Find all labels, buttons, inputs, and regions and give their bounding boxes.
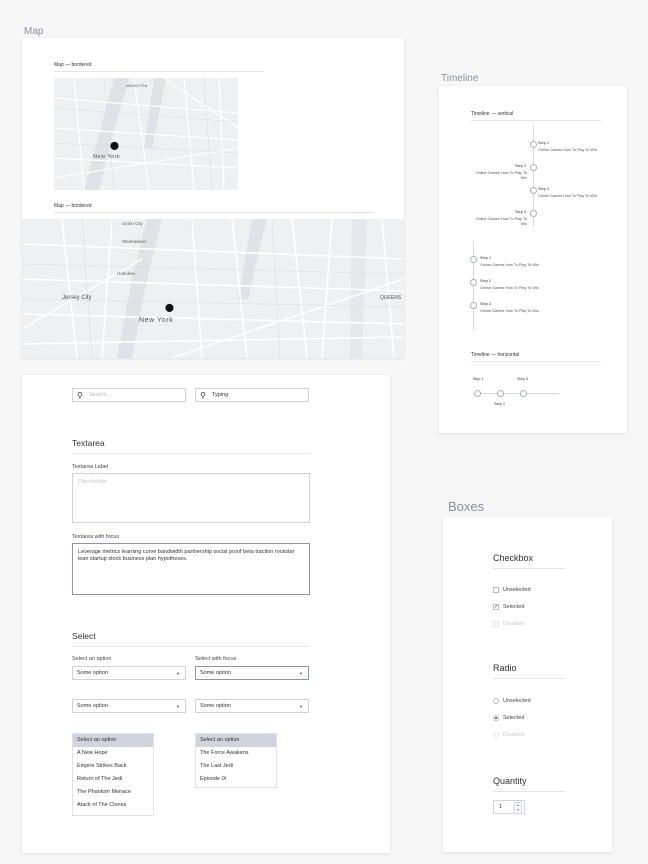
- radio-label: Selected: [503, 715, 525, 721]
- timeline-dot: [470, 279, 477, 286]
- select-value: Some option: [77, 703, 108, 709]
- stepper-arrows-icon[interactable]: ▲ ▼: [514, 802, 522, 814]
- textarea-field[interactable]: [72, 473, 310, 523]
- timeline-step: Step 3: [480, 302, 491, 306]
- map-divider-1: [54, 71, 264, 72]
- select-options-list: [72, 733, 154, 816]
- select-value: Some option: [77, 670, 108, 676]
- timeline-vertical-title: Timeline — vertical: [471, 111, 514, 117]
- select-title: Select: [72, 631, 96, 641]
- select-value: Some option: [200, 703, 231, 709]
- select-divider: [72, 646, 310, 647]
- select-dropdown[interactable]: [195, 699, 309, 713]
- timeline-dot: [530, 164, 537, 171]
- timeline-h-step: Step 3: [517, 377, 528, 381]
- select-label: Select an option: [72, 656, 112, 662]
- select-option[interactable]: Episode IX: [200, 776, 227, 782]
- map-place-union-city: Union City: [122, 221, 143, 226]
- boxes-section-title: Boxes: [448, 499, 485, 514]
- search-input-typing[interactable]: [195, 388, 309, 402]
- map-pin-icon[interactable]: ⬤: [165, 303, 174, 312]
- timeline-dot: [470, 256, 477, 263]
- timeline-step-text: Online Games How To Play To Win: [480, 263, 539, 267]
- timeline-step-text: Online Games How To Play To Win: [480, 309, 539, 313]
- checkbox-disabled: [493, 621, 499, 627]
- map-place-weehawken: Weehawken: [122, 239, 147, 244]
- radio-title: Radio: [493, 663, 517, 673]
- radio-disabled: [493, 732, 499, 738]
- timeline-horizontal-title: Timeline — horizontal: [471, 352, 520, 358]
- select-option[interactable]: A New Hope: [77, 750, 108, 756]
- search-icon: ⚲: [200, 391, 206, 400]
- map-city-label-large: New York: [139, 317, 174, 324]
- timeline-step: Step 2: [515, 164, 526, 168]
- timeline-section-title: Timeline: [441, 73, 479, 84]
- timeline-left-line: [473, 241, 474, 331]
- form-card: [22, 375, 390, 853]
- timeline-step: Step 1: [480, 256, 491, 260]
- radio-label: Unselected: [503, 698, 531, 704]
- checkbox-selected[interactable]: ✓: [494, 604, 499, 610]
- checkbox-label: Disabled: [503, 621, 525, 627]
- timeline-dot: [530, 187, 537, 194]
- textarea-placeholder: Placeholder: [78, 479, 108, 485]
- select-option[interactable]: Empire Strikes Back: [77, 763, 127, 769]
- timeline-dot: [530, 141, 537, 148]
- textarea-focus-label: Textarea with focus: [72, 534, 120, 540]
- checkbox-unselected[interactable]: [493, 587, 499, 593]
- radio-unselected[interactable]: [493, 698, 499, 704]
- timeline-step: Step 3: [538, 187, 549, 191]
- search-input[interactable]: [72, 388, 186, 402]
- select-dropdown[interactable]: [72, 699, 186, 713]
- radio-label: Disabled: [503, 732, 525, 738]
- map-pin-icon[interactable]: ⬤: [110, 141, 119, 150]
- select-focus-dropdown[interactable]: [195, 666, 309, 680]
- timeline-step-text: Online Games How To Play To Win: [475, 171, 527, 180]
- checkbox-title: Checkbox: [493, 553, 534, 563]
- timeline-h-step: Step 1: [472, 377, 484, 381]
- textarea-label: Textarea Label: [72, 464, 109, 470]
- search-placeholder: Search...: [89, 392, 112, 398]
- timeline-step: Step 2: [480, 279, 491, 283]
- select-dropdown[interactable]: [72, 666, 186, 680]
- chevron-down-icon: ▼: [299, 704, 303, 709]
- checkbox-divider: [493, 568, 565, 569]
- map-card: [22, 38, 404, 358]
- timeline-dot: [497, 390, 504, 397]
- quantity-divider: [493, 791, 565, 792]
- select-option[interactable]: Atack of The Clones: [77, 802, 127, 808]
- timeline-dot: [530, 210, 537, 217]
- chevron-down-icon: ▼: [176, 671, 180, 676]
- map-section-title: Map: [24, 26, 44, 37]
- timeline-h-step: Step 2: [494, 402, 505, 406]
- timeline-dot: [474, 390, 481, 397]
- timeline-card: [439, 86, 627, 433]
- search-value: Typing: [212, 392, 229, 398]
- search-icon: ⚲: [77, 391, 83, 400]
- timeline-divider-2: [471, 361, 601, 362]
- checkbox-label: Unselected: [503, 587, 531, 593]
- timeline-step-text: Online Games How To Play To Win: [480, 286, 539, 290]
- quantity-value: 1: [499, 804, 503, 810]
- map-label-1: Map — bordered: [54, 62, 92, 68]
- timeline-step: Step 4: [515, 210, 526, 214]
- map-label-2: Map — bordered: [54, 203, 92, 209]
- small-map[interactable]: [54, 78, 238, 190]
- map-place-queens: QUEENS: [380, 295, 402, 301]
- chevron-down-icon: ▼: [176, 704, 180, 709]
- quantity-stepper[interactable]: [493, 800, 525, 814]
- timeline-dot: [470, 302, 477, 309]
- timeline-divider-1: [471, 120, 601, 121]
- timeline-step-text: Online Games How To Play To Win: [475, 217, 527, 226]
- select-option[interactable]: The Phantom Menace: [77, 789, 132, 795]
- select-option[interactable]: The Force Awakens: [200, 750, 249, 756]
- map-city-label: New York: [93, 154, 121, 160]
- map-place-label: MANHATTAN: [126, 84, 148, 88]
- quantity-title: Quantity: [493, 776, 527, 786]
- select-options-list-2: [195, 733, 277, 788]
- timeline-step-text: Online Games How To Play To Win: [538, 148, 597, 152]
- timeline-step-text: Online Games How To Play To Win: [538, 194, 597, 198]
- map-place-hoboken: Hoboken: [117, 271, 136, 276]
- textarea-focus-field[interactable]: Leverage metrics learning curve bandwidth partnership social proof beta traction rockstar lean startup stock business plan hypotheses.: [72, 543, 310, 595]
- select-option[interactable]: Return of The Jedi: [77, 776, 123, 782]
- select-option[interactable]: Select an option: [196, 734, 276, 747]
- radio-divider: [493, 678, 565, 679]
- timeline-horizontal-line: [477, 393, 559, 394]
- timeline-dot: [520, 390, 527, 397]
- boxes-card: [443, 517, 612, 852]
- textarea-title: Textarea: [72, 438, 105, 448]
- timeline-step: Step 1: [538, 141, 549, 145]
- select-option[interactable]: The Last Jedi: [200, 763, 234, 769]
- large-map[interactable]: [22, 219, 404, 358]
- radio-selected[interactable]: [493, 715, 499, 721]
- select-focus-label: Select with focus: [195, 656, 237, 662]
- chevron-down-icon: ▼: [299, 671, 303, 676]
- textarea-divider: [72, 453, 310, 454]
- checkbox-label: Selected: [503, 604, 525, 610]
- map-place-jersey-city: Jersey City: [62, 295, 92, 301]
- select-option[interactable]: Select an option: [73, 734, 153, 747]
- map-divider-2: [54, 212, 374, 213]
- select-value: Some option: [200, 670, 231, 676]
